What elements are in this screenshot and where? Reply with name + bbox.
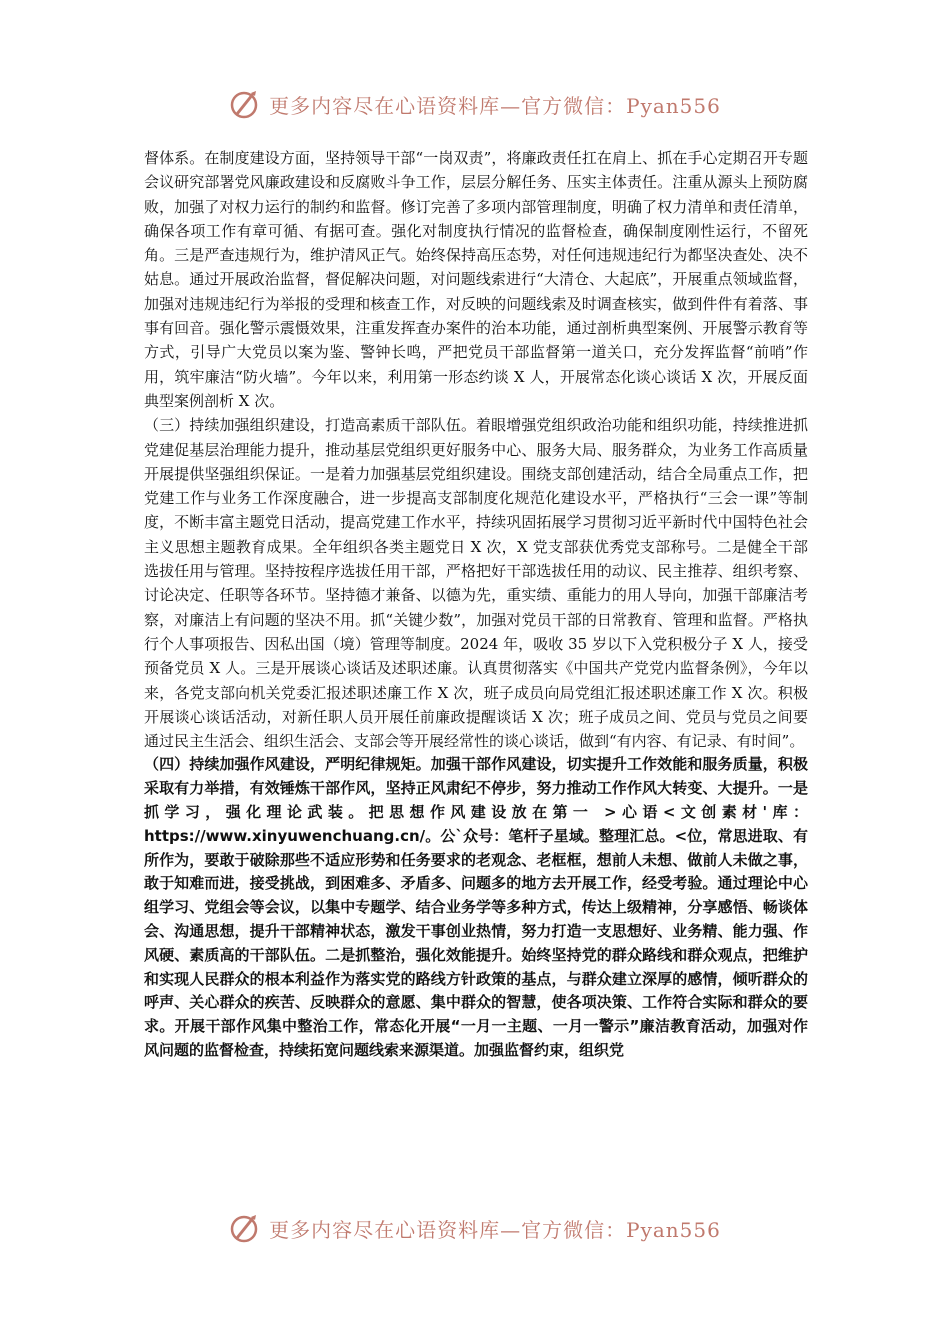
paragraph-supervision: 督体系。在制度建设方面，坚持领导干部“一岗双责”，将廉政责任扛在肩上、抓在手心定期召开专题会议研究部署党风廉政建设和反腐败斗争工作，层层分解任务、压实主体责任。注重从源头上预防腐败，加强了对权力运行的制约和监督。修订完善了多项内部管理制度，明确了权力清单和责任清单，确保各项工作有章可循、有据可查。强化对制度执行情况的监督检查，确保制度刚性运行，不留死角。三是严查违规行为，维护清风正气。始终保持高压态势，对任何违规违纪行为都坚决查处、决不姑息。通过开展政治监督，督促解决问题，对问题线索进行“大清仓、大起底”，开展重点领域监督，加强对违规违纪行为举报的受理和核查工作，对反映的问题线索及时调查核实，做到件件有着落、事事有回音。强化警示震慑效果，注重发挥查办案件的治本功能，通过剖析典型案例、开展警示教育等方式，引导广大党员以案为鉴、警钟长鸣，严把党员干部监督第一道关口，充分发挥监督“前哨”作用，筑牢廉洁“防火墙”。今年以来，利用第一形态约谈 X 人，开展常态化谈心谈话 X 次，开展反面典型案例剖析 X 次。 <box>144 149 808 410</box>
footer-banner <box>0 1208 950 1248</box>
paragraph-work-style: （四）持续加强作风建设，严明纪律规矩。加强干部作风建设，切实提升工作效能和服务质量，积极采取有力举措，有效锤炼干部作风，坚持正风肃纪不停步，努力推动工作作风大转变、大提升。一是抓学习，强化理论武装。把思想作风建设放在第一 >心语<文创素材'库：https://www.xinyuwenchuang.cn/。公`众号：笔杆子星域。整理汇总。<位，常思进取、有所作为，要敢于破除那些不适应形势和任务要求的老观念、老框框，想前人未想、做前人未做之事，敢于知难而进，接受挑战，到困难多、矛盾多、问题多的地方去开展工作，经受考验。通过理论中心组学习、党组会等会议，以集中专题学、结合业务学等多种方式，传达上级精神，分享感悟、畅谈体会、沟通思想，提升干部精神状态，激发干事创业热情，努力打造一支思想好、业务精、能力强、作风硬、素质高的干部队伍。二是抓整治，强化效能提升。始终坚持党的群众路线和群众观点，把维护和实现人民群众的根本利益作为落实党的路线方针政策的基点，与群众建立深厚的感情，倾听群众的呼声、关心群众的疾苦、反映群众的意愿、集中群众的智慧，使各项决策、工作符合实际和群众的要求。开展干部作风集中整治工作，常态化开展“一月一主题、一月一警示”廉洁教育活动，加强对作风问题的监督检查，持续拓宽问题线索来源渠道。加强监督约束，组织党 <box>144 755 808 1059</box>
footer-banner-text: 更多内容尽在心语资料库—官方微信：Pyan556 <box>269 1217 721 1242</box>
header-banner <box>0 84 950 124</box>
pen-logo-icon <box>229 1212 261 1244</box>
pen-logo-icon <box>229 88 261 120</box>
document-body <box>144 146 808 1063</box>
paragraph-organization: （三）持续加强组织建设，打造高素质干部队伍。着眼增强党组织政治功能和组织功能，持续推进抓党建促基层治理能力提升，推动基层党组织更好服务中心、服务大局、服务群众，为业务工作高质量开展提供坚强组织保证。一是着力加强基层党组织建设。围绕支部创建活动，结合全局重点工作，把党建工作与业务工作深度融合，进一步提高支部制度化规范化建设水平，严格执行“三会一课”等制度，不断丰富主题党日活动，提高党建工作水平，持续巩固拓展学习贯彻习近平新时代中国特色社会主义思想主题教育成果。全年组织各类主题党日 X 次，X 党支部获优秀党支部称号。二是健全干部选拔任用与管理。坚持按程序选拔任用干部，严格把好干部选拔任用的动议、民主推荐、组织考察、讨论决定、任职等各环节。坚持德才兼备、以德为先，重实绩、重能力的用人导向，加强干部廉洁考察，对廉洁上有问题的坚决不用。抓“关键少数”，加强对党员干部的日常教育、管理和监督。严格执行个人事项报告、因私出国（境）管理等制度。2024 年，吸收 35 岁以下入党积极分子 X 人，接受预备党员 X 人。三是开展谈心谈话及述职述廉。认真贯彻落实《中国共产党党内监督条例》，今年以来，各党支部向机关党委汇报述职述廉工作 X 次，班子成员向局党组汇报述职述廉工作 X 次。积极开展谈心谈话活动，对新任职人员开展任前廉政提醒谈话 X 次；班子成员之间、党员与党员之间要通过民主生活会、组织生活会、支部会等开展经常性的谈心谈话，做到“有内容、有记录、有时间”。 <box>144 416 808 751</box>
header-banner-text: 更多内容尽在心语资料库—官方微信：Pyan556 <box>269 93 721 118</box>
